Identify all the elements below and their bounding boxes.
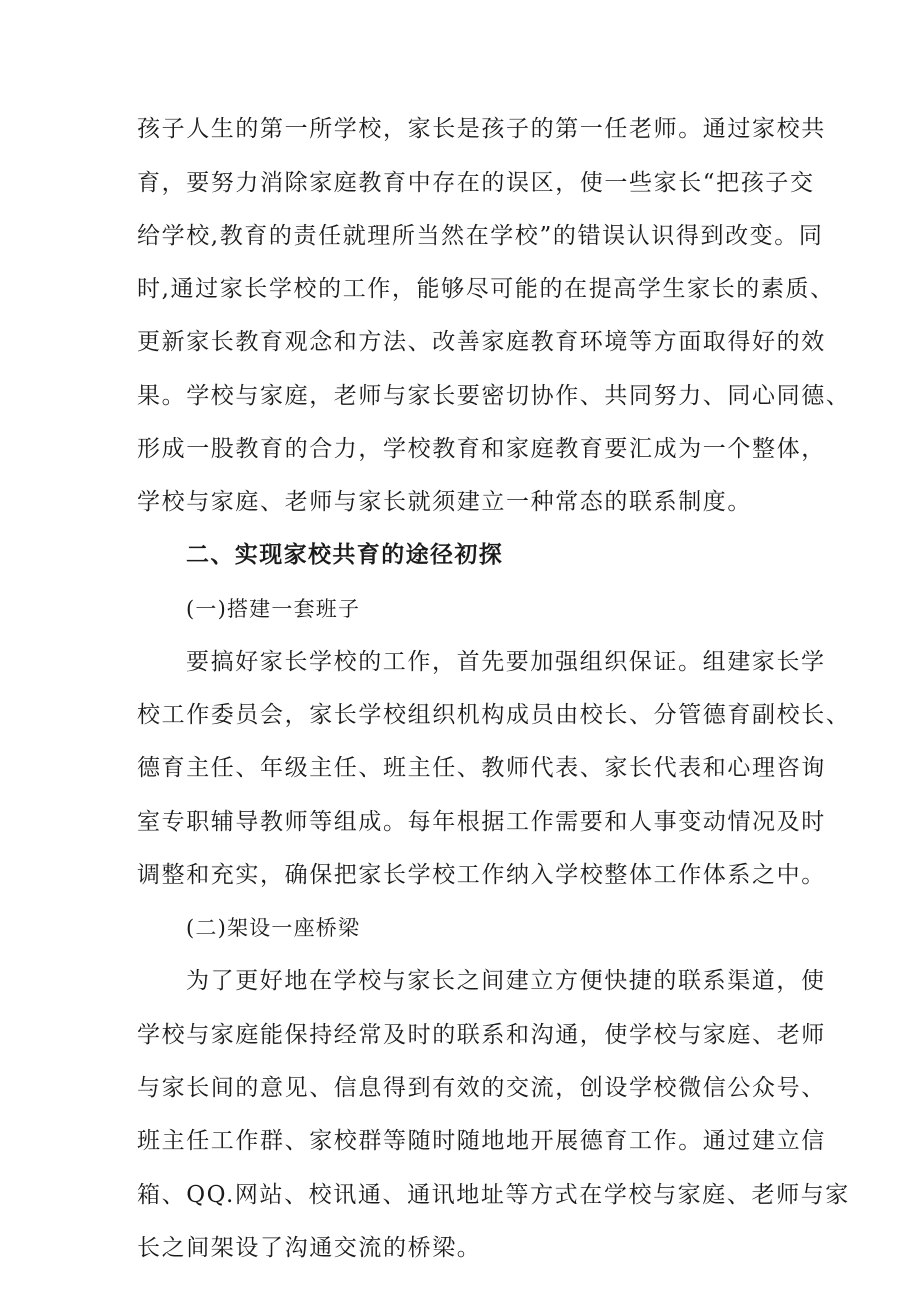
- text-line: 班主任工作群、家校群等随时随地地开展德育工作。通过建立信: [137, 1128, 826, 1154]
- text-line: 室专职辅导教师等组成。每年根据工作需要和人事变动情况及时: [137, 809, 826, 835]
- subsection-heading: (二)架设一座桥梁: [186, 916, 361, 940]
- text-line: 育，要努力消除家庭教育中存在的误区，使一些家长“把孩子交: [137, 170, 815, 196]
- text-line: 箱、QQ.网站、校讯通、通讯地址等方式在学校与家庭、老师与家: [137, 1182, 850, 1208]
- subsection-heading: (一)搭建一套班子: [186, 597, 361, 621]
- text-line: 学校与家庭能保持经常及时的联系和沟通，使学校与家庭、老师: [137, 1022, 826, 1048]
- text-line: 要搞好家长学校的工作，首先要加强组织保证。组建家长学: [186, 649, 826, 675]
- section-heading: 二、实现家校共育的途径初探: [186, 542, 504, 568]
- text-line: 时,通过家长学校的工作，能够尽可能的在提高学生家长的素质、: [137, 276, 835, 302]
- text-line: 为了更好地在学校与家长之间建立方便快捷的联系渠道，使: [186, 968, 826, 994]
- text-line: 校工作委员会，家长学校组织机构成员由校长、分管德育副校长、: [137, 702, 851, 728]
- text-line: 给学校,教育的责任就理所当然在学校”的错误认识得到改变。同: [137, 223, 824, 249]
- text-line: 调整和充实，确保把家长学校工作纳入学校整体工作体系之中。: [137, 862, 826, 888]
- text-line: 果。学校与家庭，老师与家长要密切协作、共同努力、同心同德、: [137, 383, 851, 409]
- text-line: 学校与家庭、老师与家长就须建立一种常态的联系制度。: [137, 489, 752, 515]
- text-line: 更新家长教育观念和方法、改善家庭教育环境等方面取得好的效: [137, 329, 826, 355]
- text-line: 长之间架设了沟通交流的桥梁。: [137, 1235, 482, 1261]
- text-line: 与家长间的意见、信息得到有效的交流，创设学校微信公众号、: [137, 1075, 826, 1101]
- text-line: 德育主任、年级主任、班主任、教师代表、家长代表和心理咨询: [137, 755, 826, 781]
- text-line: 形成一股教育的合力，学校教育和家庭教育要汇成为一个整体，: [137, 436, 826, 462]
- text-line: 孩子人生的第一所学校，家长是孩子的第一任老师。通过家校共: [137, 116, 826, 142]
